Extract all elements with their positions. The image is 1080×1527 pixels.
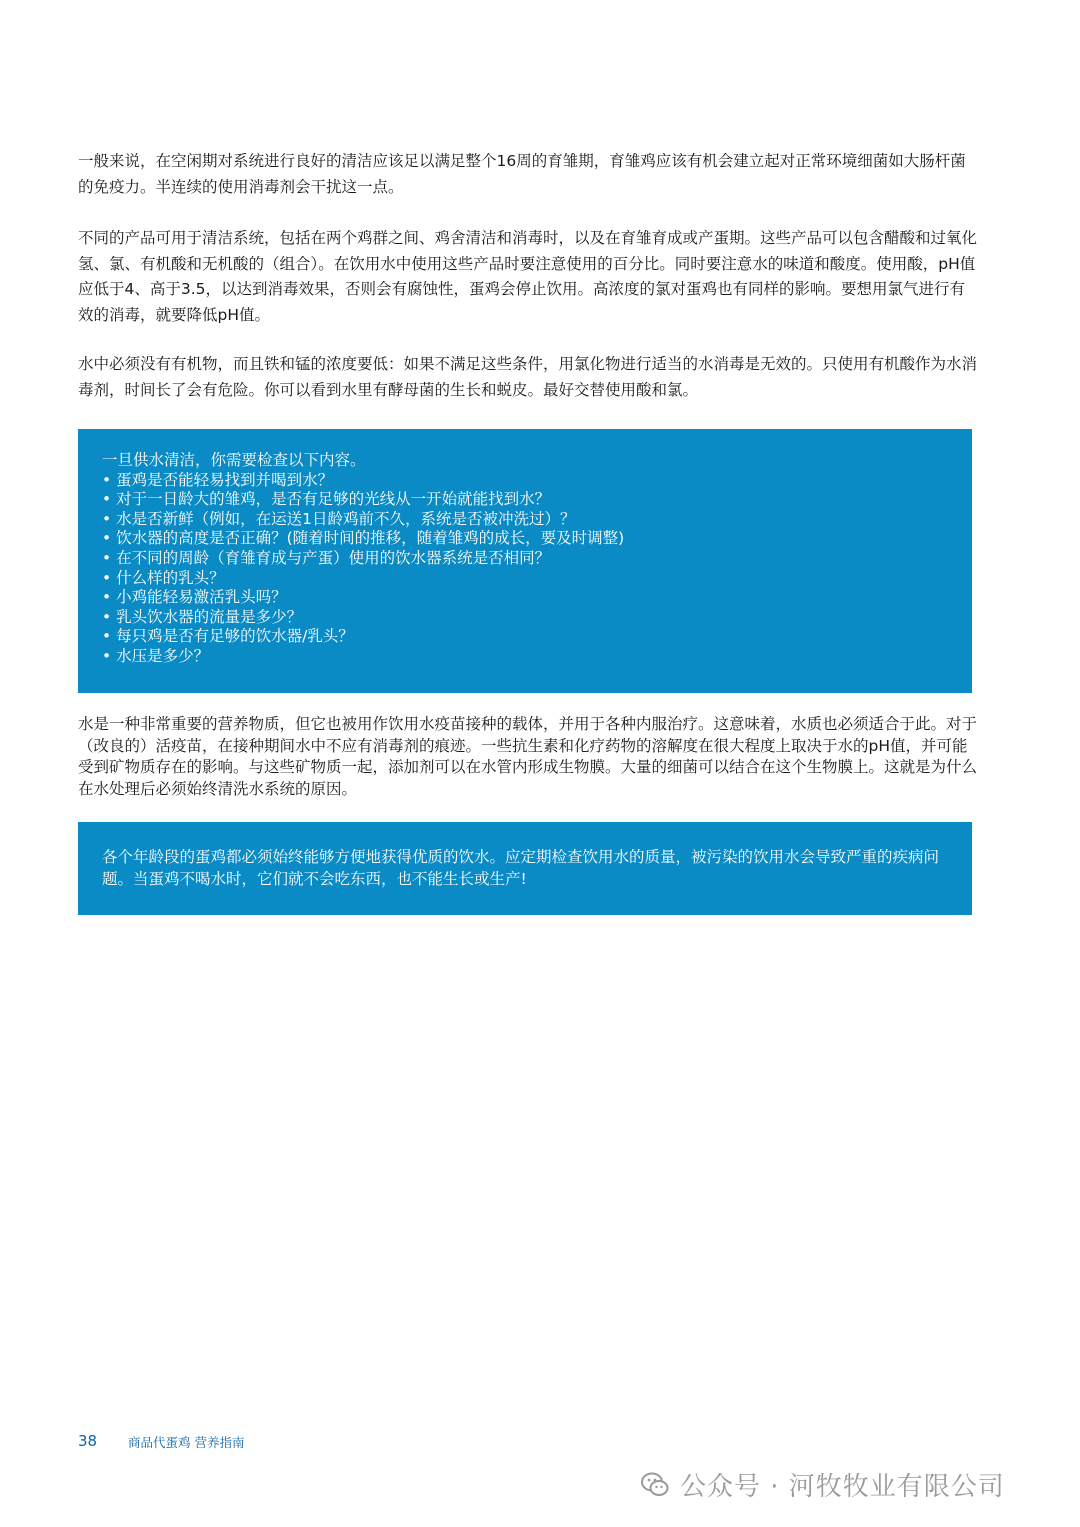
checklist-item: • 在不同的周龄（育雏育成与产蛋）使用的饮水器系统是否相同？ [102,549,948,569]
paragraph-water-vaccination: 水是一种非常重要的营养物质，但它也被用作饮用水疫苗接种的载体，并用于各种内服治疗。这意味着，水质也必须适合于此。对于（改良的）活疫苗，在接种期间水中不应有消毒剂的痕迹。一些抗生素和化疗药物的溶解度在很大程度上取决于水的pH值，并可能受到矿物质存在的影响。与这些矿物质一起，添加剂可以在水管内形成生物膜。大量的细菌可以结合在这个生物膜上。这就是为什么在水处理后必须始终清洗水系统的原因。 [78,715,978,798]
watermark-text: 公众号 · 河牧牧业有限公司 [680,1472,1005,1502]
summary-box [78,822,972,915]
checklist-item: • 对于一日龄大的雏鸡，是否有足够的光线从一开始就能找到水？ [102,490,948,510]
wechat-icon [640,1470,670,1500]
checklist-box [78,429,972,693]
footer-title: 商品代蛋鸡 营养指南 [128,1435,245,1450]
watermark [640,1466,1005,1503]
summary-text: 各个年龄段的蛋鸡都必须始终能够方便地获得优质的饮水。应定期检查饮用水的质量，被污染的饮用水会导致严重的疾病问题。当蛋鸡不喝水时，它们就不会吃东西，也不能生长或生产! [102,848,940,888]
paragraph-organic-matter: 水中必须没有有机物，而且铁和锰的浓度要低：如果不满足这些条件，用氯化物进行适当的水消毒是无效的。只使用有机酸作为水消毒剂，时间长了会有危险。你可以看到水里有酵母菌的生长和蜕皮。最好交替使用酸和氯。 [78,355,978,399]
checklist-item: • 水压是多少？ [102,647,948,667]
page-number: 38 [78,1432,98,1450]
paragraph-cleaning-products: 不同的产品可用于清洁系统，包括在两个鸡群之间、鸡舍清洁和消毒时，以及在育雏育成或产蛋期。这些产品可以包含醋酸和过氧化氢、氯、有机酸和无机酸的（组合）。在饮用水中使用这些产品时要注意使用的百分比。同时要注意水的味道和酸度。使用酸，pH值应低于4、高于3.5，以达到消毒效果，否则会有腐蚀性，蛋鸡会停止饮用。高浓度的氯对蛋鸡也有同样的影响。要想用氯气进行有效的消毒，就要降低pH值。 [78,229,978,324]
checklist-item: • 小鸡能轻易激活乳头吗？ [102,588,948,608]
checklist-item: • 水是否新鲜（例如，在运送1日龄鸡前不久，系统是否被冲洗过）？ [102,510,948,530]
checklist-intro: 一旦供水清洁，你需要检查以下内容。 [102,451,366,469]
paragraph-cleaning-period: 一般来说，在空闲期对系统进行良好的清洁应该足以满足整个16周的育雏期，育雏鸡应该有机会建立起对正常环境细菌如大肠杆菌的免疫力。半连续的使用消毒剂会干扰这一点。 [78,152,966,196]
checklist-item: • 什么样的乳头？ [102,569,948,589]
checklist-item: • 蛋鸡是否能轻易找到并喝到水？ [102,471,948,491]
checklist-item: • 饮水器的高度是否正确？(随着时间的推移，随着雏鸡的成长，要及时调整) [102,529,948,549]
checklist-item: • 乳头饮水器的流量是多少？ [102,608,948,628]
checklist-item: • 每只鸡是否有足够的饮水器/乳头？ [102,627,948,647]
checklist-list [102,471,948,667]
